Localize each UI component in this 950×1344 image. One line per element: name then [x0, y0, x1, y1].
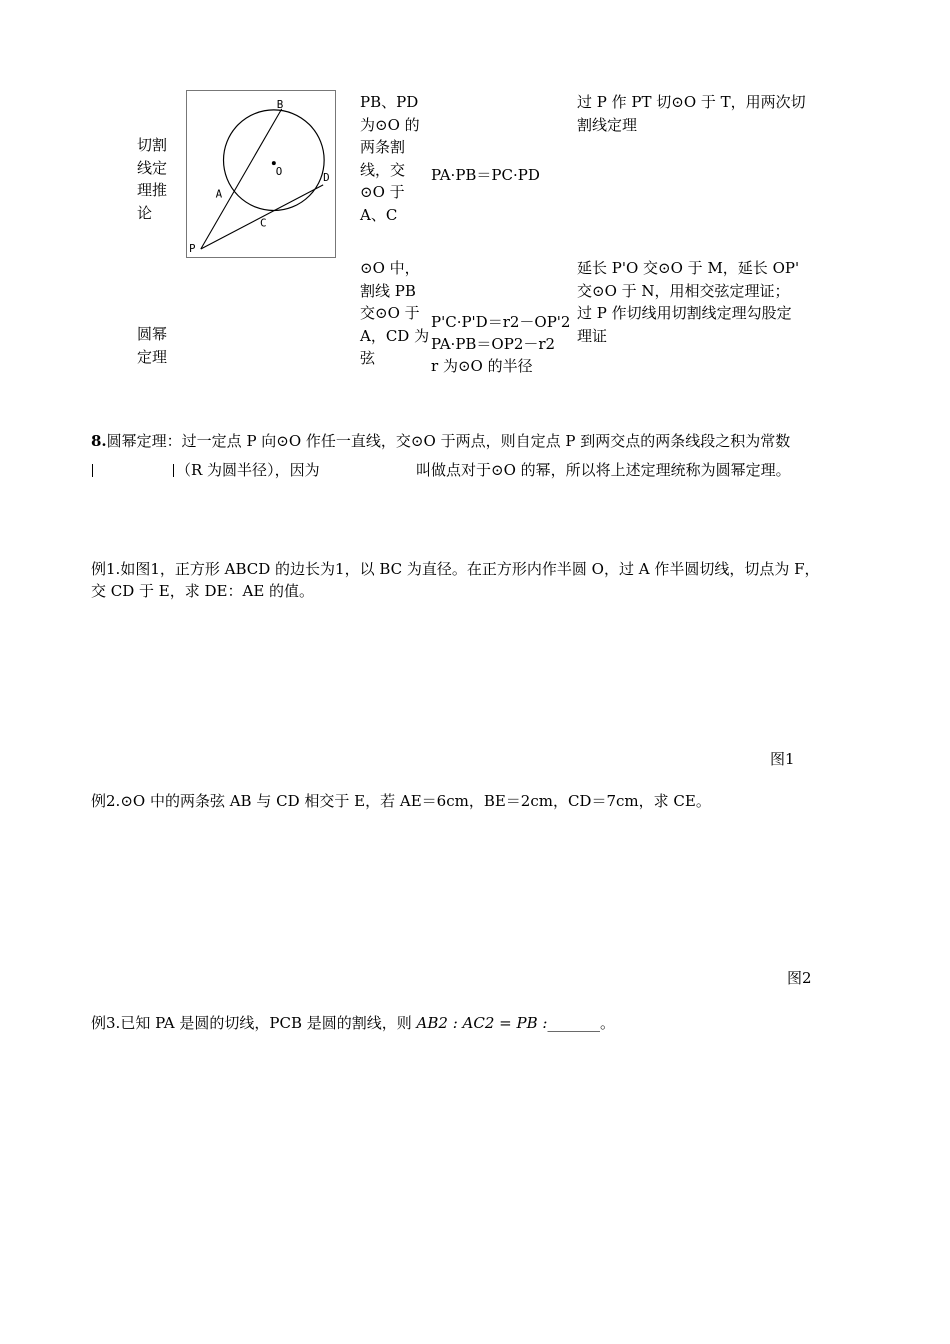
row1-formula: PA·PB＝PC·PD — [431, 166, 540, 184]
label-a: A — [215, 187, 223, 201]
section8-line2-mid: （R 为圆半径），因为 — [176, 461, 320, 479]
example2-line — [91, 790, 711, 812]
row1-condition: PB、PD 为⊙O 的 两条割 线，交 ⊙O 于 A、C — [360, 93, 420, 224]
example3-line — [91, 1012, 615, 1034]
row1-proof: 过 P 作 PT 切⊙O 于 T，用两次切 割线定理 — [577, 93, 806, 134]
figure1-caption: 图1 — [770, 750, 795, 768]
example3-blank: _______ — [547, 1014, 600, 1032]
section8-line1 — [91, 430, 790, 452]
section8-line2-end: 叫做点对于⊙O 的幂，所以将上述定理统称为圆幂定理。 — [416, 461, 791, 479]
example3-formula: AB2 : AC2 = PB : — [416, 1014, 548, 1032]
formula-placeholder-left-bar — [92, 464, 93, 477]
example2-text: ⊙O 中的两条弦 AB 与 CD 相交于 E，若 AE＝6cm，BE＝2cm，CD＝7cm，求 CE。 — [120, 792, 711, 810]
label-c: C — [260, 216, 267, 230]
secant-figure — [186, 90, 336, 258]
row2-name: 圆幂 定理 — [137, 325, 168, 366]
example1-text1: 如图1，正方形 ABCD 的边长为1，以 BC 为直径。在正方形内作半圆 O，过 A 作半圆切线，切点为 F， — [120, 560, 820, 578]
example2-label: 例2. — [91, 792, 121, 810]
row2-formula-2: PA·PB＝OP2－r2 — [431, 335, 556, 353]
row2-condition: ⊙O 中， 割线 PB 交⊙O 于 A，CD 为 弦 — [360, 259, 430, 367]
section8-number: 8. — [91, 432, 107, 450]
section8-text1: 圆幂定理：过一定点 P 向⊙O 作任一直线，交⊙O 于两点，则自定点 P 到两交点的两条线段之积为常数 — [106, 432, 791, 450]
label-d: D — [323, 170, 330, 184]
label-o: O — [275, 164, 283, 178]
formula-placeholder-right-bar — [173, 464, 174, 477]
example1-line2: 交 CD 于 E，求 DE：AE 的值。 — [91, 582, 315, 600]
label-b: B — [276, 97, 284, 111]
figure2-caption: 图2 — [787, 969, 812, 987]
row1-name: 切割 线定 理推 论 — [137, 136, 168, 222]
row2-formula-1: P'C·P'D＝r2－OP'2 — [431, 313, 571, 331]
row2-formula-3: r 为⊙O 的半径 — [431, 357, 533, 375]
example3-end: 。 — [599, 1014, 615, 1032]
example3-text: 已知 PA 是圆的切线，PCB 是圆的割线，则 — [120, 1014, 412, 1032]
example3-label: 例3. — [91, 1014, 121, 1032]
example1-line1 — [91, 558, 820, 580]
row2-proof: 延长 P'O 交⊙O 于 M，延长 OP' 交⊙O 于 N，用相交弦定理证； 过 P 作切线用切割线定理勾股定 理证 — [577, 259, 800, 345]
example1-label: 例1. — [91, 560, 121, 578]
label-p: P — [188, 241, 196, 255]
